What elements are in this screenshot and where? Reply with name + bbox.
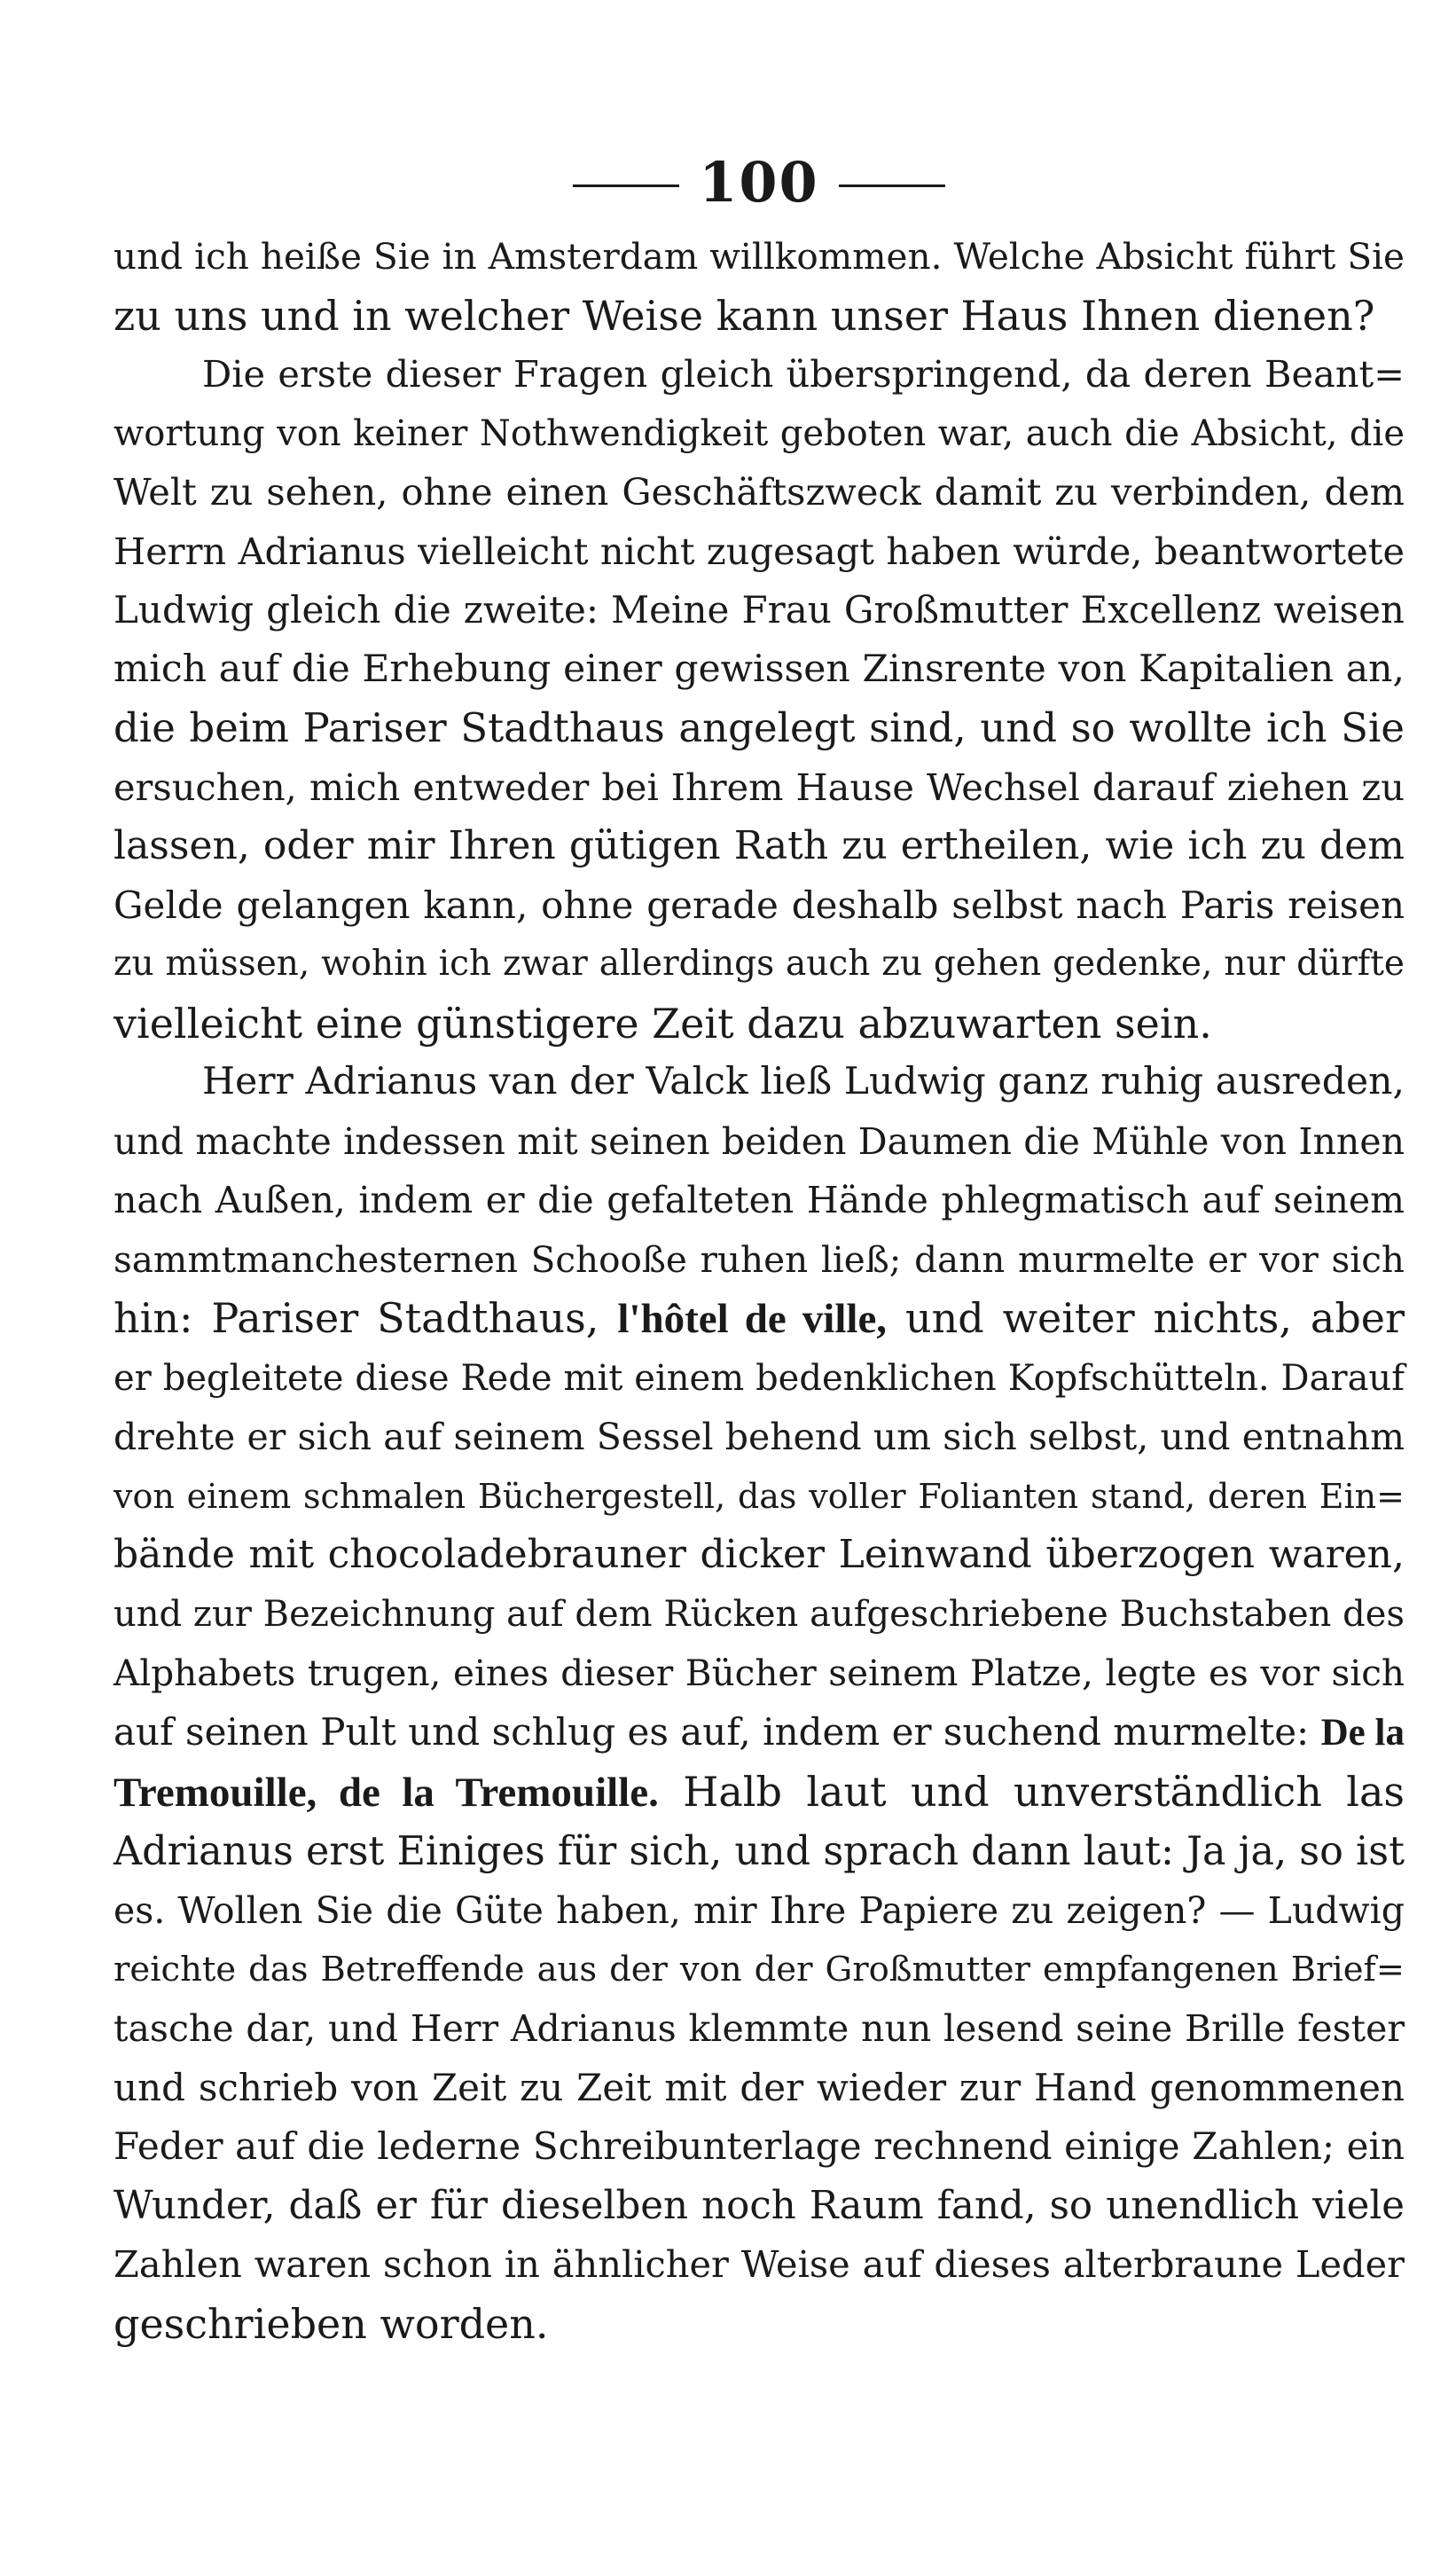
text-line: Welt zu sehen, ohne einen Geschäftszweck damit zu verbinden, dem: [114, 470, 1405, 514]
text-line: und zur Bezeichnung auf dem Rücken aufgeschriebene Buchstaben des: [114, 1593, 1405, 1635]
text-line: Alphabets trugen, eines dieser Bücher seinem Platze, legte es vor sich: [114, 1652, 1405, 1694]
text-line: geschrieben worden.: [114, 2299, 549, 2348]
text-line: Herrn Adrianus vielleicht nicht zugesagt haben würde, beantwortete: [114, 529, 1405, 573]
page-number: 100: [699, 149, 819, 215]
text-line: Gelde gelangen kann, ohne gerade deshalb selbst nach Paris reisen: [114, 883, 1405, 927]
text-line: es. Wollen Sie die Güte haben, mir Ihre Papiere zu zeigen? — Ludwig: [114, 1889, 1405, 1932]
book-page: [114, 142, 1405, 2353]
text-line: mich auf die Erhebung einer gewissen Zinsrente von Kapitalien an,: [114, 647, 1405, 691]
text-line: sammtmanchesternen Schooße ruhen ließ; dann murmelte er vor sich: [114, 1237, 1405, 1281]
text-line: Feder auf die lederne Schreibunterlage rechnend einige Zahlen; ein: [114, 2124, 1405, 2168]
text-line: bände mit chocoladebrauner dicker Leinwand überzogen waren,: [114, 1532, 1405, 1577]
text-line: zu uns und in welcher Weise kann unser Haus Ihnen dienen?: [114, 291, 1375, 340]
text-line: von einem schmalen Büchergestell, das voller Folianten stand, deren Ein=: [114, 1476, 1405, 1516]
body-text: [114, 227, 1405, 2353]
text-line: vielleicht eine günstigere Zeit dazu abzuwarten sein.: [114, 999, 1212, 1048]
text-line: tasche dar, und Herr Adrianus klemmte nun lesend seine Brille fester: [114, 2007, 1405, 2050]
text-line: Tremouille, de la Tremouille. Halb laut und unverständlich las: [114, 1768, 1405, 1816]
antiqua-text: Tremouille, de la Tremouille.: [114, 1770, 659, 1816]
text-line: und schrieb von Zeit zu Zeit mit der wieder zur Hand genommenen: [114, 2065, 1405, 2109]
text-line: und machte indessen mit seinen beiden Daumen die Mühle von Innen: [114, 1119, 1405, 1163]
text-line: Ludwig gleich die zweite: Meine Frau Großmutter Excellenz weisen: [114, 588, 1405, 632]
header-rule-left: [573, 184, 679, 187]
text-line: er begleitete diese Rede mit einem bedenklichen Kopfschütteln. Darauf: [114, 1357, 1405, 1399]
text-line: die beim Pariser Stadthaus angelegt sind, und so wollte ich Sie: [114, 704, 1405, 751]
text-line: reichte das Betreffende aus der von der Großmutter empfangenen Brief=: [114, 1949, 1405, 1990]
text-line: auf seinen Pult und schlug es auf, indem er suchend murmelte: De la: [114, 1709, 1405, 1754]
text-line: Die erste dieser Fragen gleich überspringend, da deren Beant=: [202, 352, 1405, 396]
text-line: lassen, oder mir Ihren gütigen Rath zu ertheilen, wie ich zu dem: [114, 823, 1405, 868]
text-line: nach Außen, indem er die gefalteten Hände phlegmatisch auf seinem: [114, 1179, 1405, 1221]
text-line: ersuchen, mich entweder bei Ihrem Hause Wechsel darauf ziehen zu: [114, 765, 1405, 809]
text-line: Adrianus erst Einiges für sich, und sprach dann laut: Ja ja, so ist: [114, 1828, 1405, 1874]
text-line: drehte er sich auf seinem Sessel behend um sich selbst, und entnahm: [114, 1416, 1405, 1458]
antiqua-text: De la: [1320, 1711, 1405, 1754]
antiqua-text: l'hôtel de ville,: [617, 1296, 888, 1342]
text-line: hin: Pariser Stadthaus, l'hôtel de ville, und weiter nichts, aber: [114, 1294, 1405, 1342]
text-line: Zahlen waren schon in ähnlicher Weise auf dieses alterbraune Leder: [114, 2242, 1405, 2286]
text-line: Herr Adrianus van der Valck ließ Ludwig ganz ruhig ausreden,: [202, 1060, 1405, 1103]
header-rule-right: [839, 184, 945, 187]
text-line: zu müssen, wohin ich zwar allerdings auch zu gehen gedenke, nur dürfte: [114, 944, 1405, 984]
text-line: Wunder, daß er für dieselben noch Raum fand, so unendlich viele: [114, 2183, 1405, 2228]
text-line: und ich heiße Sie in Amsterdam willkommen. Welche Absicht führt Sie: [114, 235, 1405, 278]
text-line: wortung von keiner Nothwendigkeit geboten war, auch die Absicht, die: [114, 412, 1405, 454]
page-header: [114, 142, 1405, 222]
